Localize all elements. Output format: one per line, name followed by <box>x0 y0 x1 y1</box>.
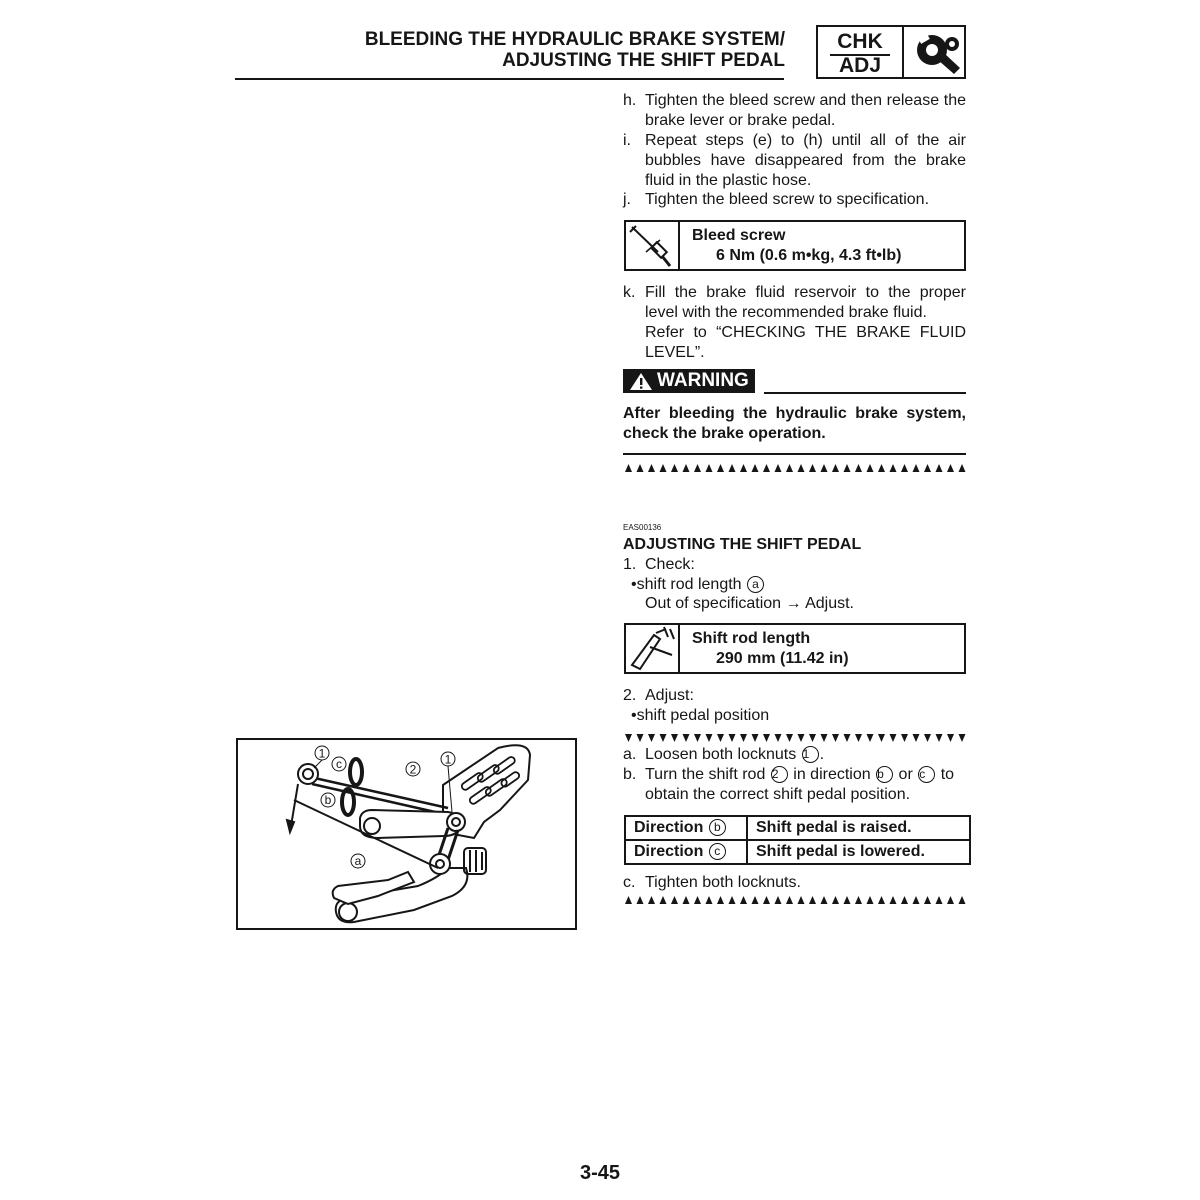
mark-b: b <box>876 766 893 783</box>
marker-triangle <box>798 464 805 472</box>
step-text: Fill the brake fluid reservoir to the proper level with the recommended brake fluid. <box>645 284 966 321</box>
step-text: to obtain the correct shift pedal position. <box>645 766 955 803</box>
badge-chk: CHK <box>837 30 883 53</box>
marker-triangle <box>844 734 851 742</box>
marker-triangle <box>913 896 920 904</box>
marker-triangle <box>671 734 678 742</box>
marker-triangle <box>878 464 885 472</box>
step-k <box>623 283 966 363</box>
procedure-start-marks <box>623 733 966 743</box>
callout-locknut: 1 <box>318 746 326 761</box>
step-label: b. <box>623 766 637 783</box>
caliper-icon <box>626 625 678 672</box>
marker-triangle <box>821 734 828 742</box>
marker-triangle <box>798 734 805 742</box>
marker-triangle <box>809 734 816 742</box>
marker-triangle <box>752 734 759 742</box>
marker-triangle <box>809 896 816 904</box>
marker-triangle <box>729 464 736 472</box>
step-text-end: . <box>819 746 825 763</box>
marker-triangle <box>878 896 885 904</box>
step-check <box>623 555 966 575</box>
marker-triangle <box>901 896 908 904</box>
marker-triangle <box>694 734 701 742</box>
badge-adj: ADJ <box>838 54 881 77</box>
title-line-1: BLEEDING THE HYDRAULIC BRAKE SYSTEM/ <box>364 29 785 50</box>
marker-triangle <box>867 464 874 472</box>
marker-triangle <box>775 734 782 742</box>
marker-triangle <box>694 464 701 472</box>
marker-triangle <box>625 464 632 472</box>
badge-separator <box>902 27 904 77</box>
direction-result: Shift pedal is raised. <box>747 816 970 840</box>
marker-triangle <box>959 464 966 472</box>
marker-triangle <box>740 734 747 742</box>
check-item: •shift rod length a <box>631 575 765 595</box>
marker-triangle <box>844 896 851 904</box>
callout-direction-c: c <box>336 757 342 771</box>
check-item-text: shift rod length <box>636 576 742 593</box>
marker-triangle <box>844 464 851 472</box>
marker-triangle <box>959 896 966 904</box>
marker-triangle <box>786 464 793 472</box>
table-row <box>625 840 970 864</box>
marker-triangle <box>855 896 862 904</box>
marker-triangle <box>832 896 839 904</box>
marker-triangle <box>729 896 736 904</box>
marker-triangle <box>683 896 690 904</box>
header-rule <box>235 78 784 80</box>
wrench-icon <box>908 30 964 78</box>
section-code: EAS00136 <box>623 523 662 532</box>
marker-triangle <box>683 734 690 742</box>
direction-result: Shift pedal is lowered. <box>747 840 970 864</box>
marker-triangle <box>855 464 862 472</box>
marker-triangle <box>936 464 943 472</box>
marker-triangle <box>763 734 770 742</box>
marker-triangle <box>901 734 908 742</box>
step-adjust <box>623 686 966 706</box>
section-title: ADJUSTING THE SHIFT PEDAL <box>623 536 862 553</box>
marker-triangle <box>717 896 724 904</box>
warning-rule <box>764 392 966 394</box>
warning-triangle-icon <box>629 372 653 391</box>
section-badge <box>816 25 966 79</box>
marker-triangle <box>786 896 793 904</box>
marker-triangle <box>878 734 885 742</box>
step-text: Check: <box>645 556 695 573</box>
marker-triangle <box>936 734 943 742</box>
marker-triangle <box>913 734 920 742</box>
marker-triangle <box>648 896 655 904</box>
marker-triangle <box>717 734 724 742</box>
step-text: Tighten both locknuts. <box>645 874 801 891</box>
marker-triangle <box>625 734 632 742</box>
callout-length-a: a <box>354 854 362 868</box>
marker-triangle <box>717 464 724 472</box>
marker-triangle <box>729 734 736 742</box>
step-label: 1. <box>623 556 637 573</box>
marker-triangle <box>740 464 747 472</box>
marker-triangle <box>821 464 828 472</box>
step-label: c. <box>623 874 636 891</box>
procedure-end-marks <box>623 895 966 905</box>
warning-message: After bleeding the hydraulic brake system, check the brake operation. <box>623 405 966 442</box>
mark-a: a <box>747 576 764 593</box>
marker-triangle <box>660 734 667 742</box>
direction-label: Direction <box>634 819 704 836</box>
direction-table <box>624 815 971 865</box>
marker-triangle <box>890 896 897 904</box>
step-i <box>623 131 966 191</box>
step-label: i. <box>623 132 631 149</box>
callout-locknut: 1 <box>444 752 452 767</box>
spec-label: Shift rod length <box>692 630 811 647</box>
marker-triangle <box>683 464 690 472</box>
step-c <box>623 873 966 893</box>
shift-linkage-drawing <box>238 740 575 928</box>
marker-triangle <box>936 896 943 904</box>
adjust-item-text: shift pedal position <box>636 707 770 724</box>
marker-triangle <box>924 896 931 904</box>
marker-triangle <box>867 734 874 742</box>
step-label: k. <box>623 284 636 301</box>
step-b <box>623 765 966 805</box>
marker-triangle <box>625 896 632 904</box>
marker-triangle <box>924 734 931 742</box>
warning-text: WARNING <box>657 370 749 391</box>
marker-triangle <box>832 464 839 472</box>
marker-triangle <box>855 734 862 742</box>
marker-triangle <box>947 734 954 742</box>
bleed-screw-spec-box <box>624 220 966 271</box>
callout-direction-b: b <box>324 793 332 807</box>
marker-triangle <box>752 464 759 472</box>
marker-triangle <box>648 734 655 742</box>
marker-triangle <box>671 896 678 904</box>
step-a <box>623 745 966 765</box>
spec-label: Bleed screw <box>692 227 786 244</box>
marker-triangle <box>706 734 713 742</box>
marker-triangle <box>763 896 770 904</box>
shift-rod-spec-box <box>624 623 966 674</box>
step-text: Turn the shift rod <box>645 766 766 783</box>
mark-c: c <box>709 843 726 860</box>
step-j <box>623 190 966 210</box>
callout-shift-rod: 2 <box>409 762 417 777</box>
marker-triangle <box>775 896 782 904</box>
step-text: or <box>898 766 913 783</box>
marker-triangle <box>832 734 839 742</box>
marker-triangle <box>671 464 678 472</box>
adjust-item: •shift pedal position <box>631 707 770 724</box>
marker-triangle <box>637 896 644 904</box>
marker-triangle <box>706 896 713 904</box>
marker-triangle <box>637 464 644 472</box>
spec-value: 6 Nm (0.6 m•kg, 4.3 ft•lb) <box>716 247 902 264</box>
step-text: Adjust: <box>645 687 694 704</box>
marker-triangle <box>775 464 782 472</box>
marker-triangle <box>901 464 908 472</box>
marker-triangle <box>798 896 805 904</box>
step-label: a. <box>623 746 637 763</box>
title-line-2: ADJUSTING THE SHIFT PEDAL <box>502 50 785 71</box>
marker-triangle <box>637 734 644 742</box>
step-h <box>623 91 966 131</box>
table-row <box>625 816 970 840</box>
marker-triangle <box>947 464 954 472</box>
step-text: Repeat steps (e) to (h) until all of the air bubbles have disappeared from the brake fluid in the plastic hose. <box>645 132 966 189</box>
marker-triangle <box>740 896 747 904</box>
step-text: Tighten the bleed screw and then release the brake lever or brake pedal. <box>645 92 966 129</box>
page-title <box>365 29 785 71</box>
warning-bottom-rule <box>623 453 966 455</box>
marker-triangle <box>706 464 713 472</box>
page-number: 3-45 <box>579 1162 621 1184</box>
step-label: j. <box>623 191 631 208</box>
marker-triangle <box>809 464 816 472</box>
marker-triangle <box>752 896 759 904</box>
marker-triangle <box>694 896 701 904</box>
marker-triangle <box>890 734 897 742</box>
step-text: Tighten the bleed screw to specification. <box>645 191 930 208</box>
warning-label <box>623 369 755 393</box>
marker-triangle <box>648 464 655 472</box>
mark-2: 2 <box>771 766 788 783</box>
step-text: in direction <box>793 766 871 783</box>
marker-triangle <box>660 464 667 472</box>
step-reference: Refer to “CHECKING THE BRAKE FLUID LEVEL”. <box>645 324 966 361</box>
mark-c: c <box>918 766 935 783</box>
mark-1: 1 <box>802 746 819 763</box>
marker-triangle <box>763 464 770 472</box>
marker-triangle <box>821 896 828 904</box>
marker-triangle <box>947 896 954 904</box>
check-note: Out of specification → Adjust. <box>645 595 854 612</box>
spec-value: 290 mm (11.42 in) <box>716 650 849 667</box>
marker-triangle <box>867 896 874 904</box>
marker-triangle <box>890 464 897 472</box>
marker-triangle <box>959 734 966 742</box>
marker-triangle <box>660 896 667 904</box>
mark-b: b <box>709 819 726 836</box>
direction-label: Direction <box>634 843 704 860</box>
marker-triangle <box>913 464 920 472</box>
step-text: Loosen both locknuts <box>645 746 797 763</box>
step-label: 2. <box>623 687 637 704</box>
marker-triangle <box>786 734 793 742</box>
marker-triangle <box>924 464 931 472</box>
step-label: h. <box>623 92 637 109</box>
section-end-marks <box>623 463 966 473</box>
torque-wrench-icon <box>626 222 678 269</box>
shift-pedal-illustration <box>236 738 577 930</box>
